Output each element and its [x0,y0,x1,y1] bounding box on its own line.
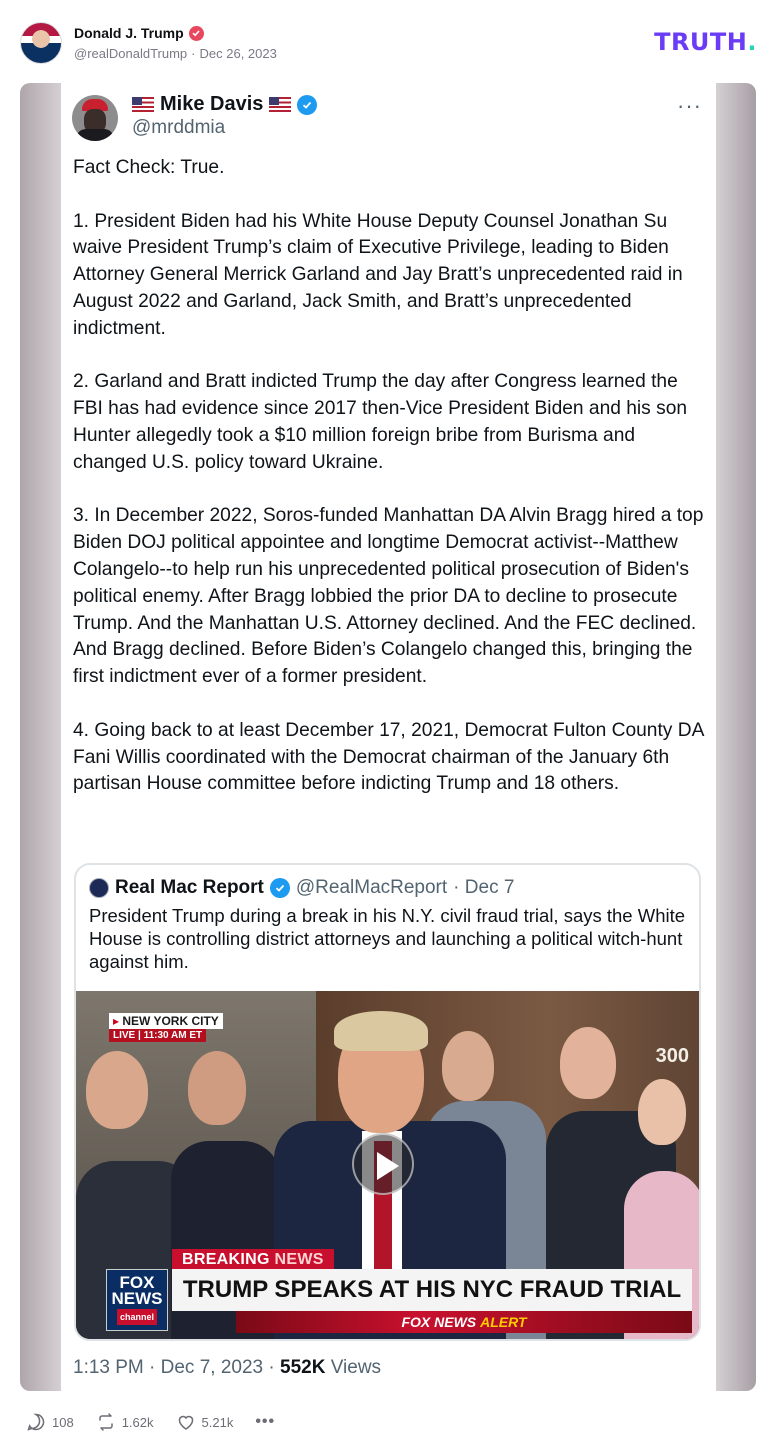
fox-news-logo: FOX NEWS channel [106,1269,168,1331]
tweet-author-name: Mike Davis [160,93,264,115]
quoted-text: President Trump during a break in his N.Y. civil fraud trial, says the White House is controlling district attorneys and launching a political witch-hunt against him. [89,905,686,972]
tweet-header [72,93,702,143]
tweet-body [73,155,705,825]
author-name[interactable]: Donald J. Trump [74,25,184,41]
post-image[interactable] [20,83,756,1391]
tweet-author-handle: @mrddmia [132,117,226,138]
tweet-avatar [72,95,118,141]
quoted-date: · Dec 7 [453,877,515,898]
meta-separator: · [191,46,196,61]
us-flag-icon [132,97,154,112]
us-flag-icon [269,97,291,112]
tweet-paragraph: 3. In December 2022, Soros-funded Manhattan DA Alvin Bragg hired a top Biden DOJ political appointee and longtime Democrat activist--Matthew Colangelo--to help run his unprecedented political prosecution of Biden's political enemy. After Bragg lobbied the prior DA to decline to prosecute Trump. And the Manhattan U.S. Attorney declined. And the FEC declined. And Bragg declined. Before Biden’s Colangelo changed this, bringing the first indictment ever of a former president. [73,505,704,688]
news-headline: TRUMP SPEAKS AT HIS NYC FRAUD TRIAL [172,1269,692,1311]
location-text: NEW YORK CITY [122,1014,219,1028]
more-options-icon: ··· [677,93,702,118]
reply-icon [26,1412,46,1432]
retruth-count: 1.62k [121,1414,154,1430]
tweet-paragraph: 2. Garland and Bratt indicted Trump the day after Congress learned the FBI has had evidence since 2017 then-Vice President Biden and his son Hunter allegedly took a $10 million foreign bribe from Burisma and changed U.S. policy toward Ukraine. [73,371,688,473]
tweet-screenshot [61,83,716,1391]
reply-count: 108 [52,1414,74,1430]
post-header [20,20,757,66]
breaking-news-label: BREAKING NEWS [172,1249,334,1271]
live-tag: LIVE | 11:30 AM ET [109,1029,206,1042]
retruth-icon [96,1412,116,1432]
tweet-paragraph: 4. Going back to at least December 17, 2021, Democrat Fulton County DA Fani Willis coordinated with the Democrat chairman of the January 6th partisan House committee before indicting Trump and 18 others. [73,719,704,795]
truth-logo-dot: . [747,28,757,56]
author-info [74,25,277,61]
quoted-avatar [89,878,109,898]
verified-badge-icon [189,26,204,41]
play-icon [352,1133,414,1195]
news-alert-bar: FOX NEWS ALERT [236,1311,692,1333]
views-count: 552K [280,1357,326,1378]
location-tag: ▸ NEW YORK CITY [109,1013,223,1029]
post-date[interactable]: Dec 26, 2023 [199,46,277,61]
truth-logo-text: TRUTH [654,28,748,56]
retruth-button[interactable] [96,1412,154,1432]
room-number: 300 [655,1045,689,1067]
quoted-author-handle: @RealMacReport [295,877,448,898]
post-actions [26,1408,275,1436]
heart-icon [176,1412,196,1432]
video-thumbnail [76,991,701,1341]
author-handle[interactable]: @realDonaldTrump [74,46,188,61]
reply-button[interactable] [26,1412,74,1432]
author-avatar[interactable] [20,22,62,64]
verified-checkmark-icon [297,95,317,115]
truth-logo[interactable] [654,28,757,56]
tweet-paragraph: Fact Check: True. [73,157,225,178]
like-count: 5.21k [201,1414,234,1430]
tweet-timestamp: 1:13 PM · Dec 7, 2023 · [73,1357,280,1378]
verified-checkmark-icon [270,878,290,898]
tweet-footer [73,1357,381,1379]
tweet-paragraph: 1. President Biden had his White House Deputy Counsel Jonathan Su waive President Trump’s claim of Executive Privilege, leading to Biden Attorney General Merrick Garland and Jay Bratt’s unprecedented raid in August 2022 and Garland, Jack Smith, and Bratt’s unprecedented indictment. [73,210,683,339]
views-label: Views [325,1357,382,1378]
quoted-author-name: Real Mac Report [115,877,264,898]
more-actions-icon[interactable]: ••• [255,1413,276,1430]
quoted-tweet [74,863,701,1341]
like-button[interactable] [176,1412,234,1432]
